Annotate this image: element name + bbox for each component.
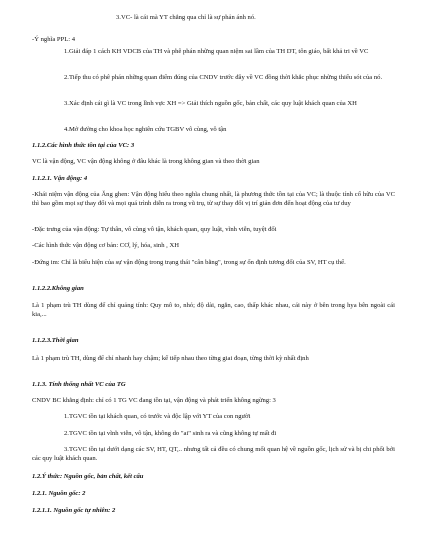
section-heading: 1.2.1.1. Nguồn gốc tự nhiên: 2: [32, 507, 116, 514]
section-heading: 1.2.1. Nguồn gốc: 2: [32, 490, 86, 497]
section-heading: 1.1.2.3.Thời gian: [32, 337, 79, 344]
text-line: 4.Mở đường cho khoa học nghiên cứu TGBV vô cùng, vô tận: [64, 126, 227, 133]
paragraph: 2.Tiếp thu có phê phán những quan điểm đúng của CNDV trước đây về VC đồng thời khắc phục những thiếu sót của nó.: [64, 74, 383, 81]
section-heading: 1.2.Ý thức: Nguồn gốc, bản chất, kết cấu: [32, 473, 144, 480]
paragraph: 1.Giải đáp 1 cách KH VDCB của TH và phê phán những quan niệm sai lầm của TH DT, tôn giáo, bất khả tri về VC: [64, 48, 369, 55]
paragraph: -Khái niệm vận động của Ăng ghen: Vận động hiểu theo nghĩa chung nhất, là phương thức tồn tại của VC; là thuộc tính cố hữu của VC thì bao gồm mọi sự thay đổi và mọi quá trình diễn ra trong vũ trụ, từ sự thay đổi vị trí giản đơn đến hoạt động của tư duy: [32, 191, 395, 207]
text-line: CNDV BC khẳng định: chỉ có 1 TG VC đang tồn tại, vận động và phát triển không ngừng: 3: [32, 397, 276, 404]
text-line: VC là vận động, VC vận động không ở đâu khác là trong không gian và theo thời gian: [32, 158, 260, 165]
text-line: -Đặc trưng của vận động: Tự thân, vô cùng vô tận, khách quan, quy luật, vĩnh viễn, tuyệt đối: [32, 226, 277, 233]
text-line: 1.TGVC tồn tại khách quan, có trước và độc lập với YT của con người: [64, 413, 251, 420]
paragraph: -Đứng im: Chỉ là biểu hiện của sự vận động trong trạng thái "cân bằng", trong sự ổn định tương đối của SV, HT cụ thể.: [32, 259, 346, 266]
section-heading: 1.1.2.2.Không gian: [32, 285, 84, 292]
section-heading: 1.1.3. Tính thống nhất VC của TG: [32, 381, 126, 388]
paragraph: 3.TGVC tồn tại dưới dạng các SV, HT, QT,.. nhưng tất cả đều có chung mối quan hệ về nguồn gốc, lịch sử và bị chi phối bởi các quy luật khách quan.: [32, 446, 395, 462]
text-line: Là 1 phạm trù TH, dùng để chỉ nhanh hay chậm; kế tiếp nhau theo từng giai đoạn, từng thời kỳ nhất định: [32, 355, 309, 362]
text-line: 2.TGVC tồn tại vĩnh viễn, vô tận, không do "ai" sinh ra và cũng không tự mất đi: [64, 430, 277, 437]
paragraph: 3.Xác định cái gì là VC trong lĩnh vực XH => Giải thích nguồn gốc, bản chất, các quy luật khách quan của XH: [64, 100, 357, 107]
text-line: -Ý nghĩa PPL: 4: [32, 36, 76, 43]
section-heading: 1.1.2.1. Vận động: 4: [32, 175, 88, 182]
paragraph: Là 1 phạm trù TH dùng để chỉ quảng tính: Quy mô to, nhỏ; độ dài, ngắn, cao, thấp khác nhau, cái này ở bên trong hya bên ngoài cái kia,...: [32, 302, 395, 318]
text-line: 3.VC- là cái mà YT chẳng qua chỉ là sự phản ánh nó.: [116, 14, 256, 21]
section-heading: 1.1.2.Các hình thức tồn tại của VC: 3: [32, 142, 135, 149]
text-line: -Các hình thức vận động cơ bản: CƠ, lý, hóa, sinh , XH: [32, 242, 179, 249]
